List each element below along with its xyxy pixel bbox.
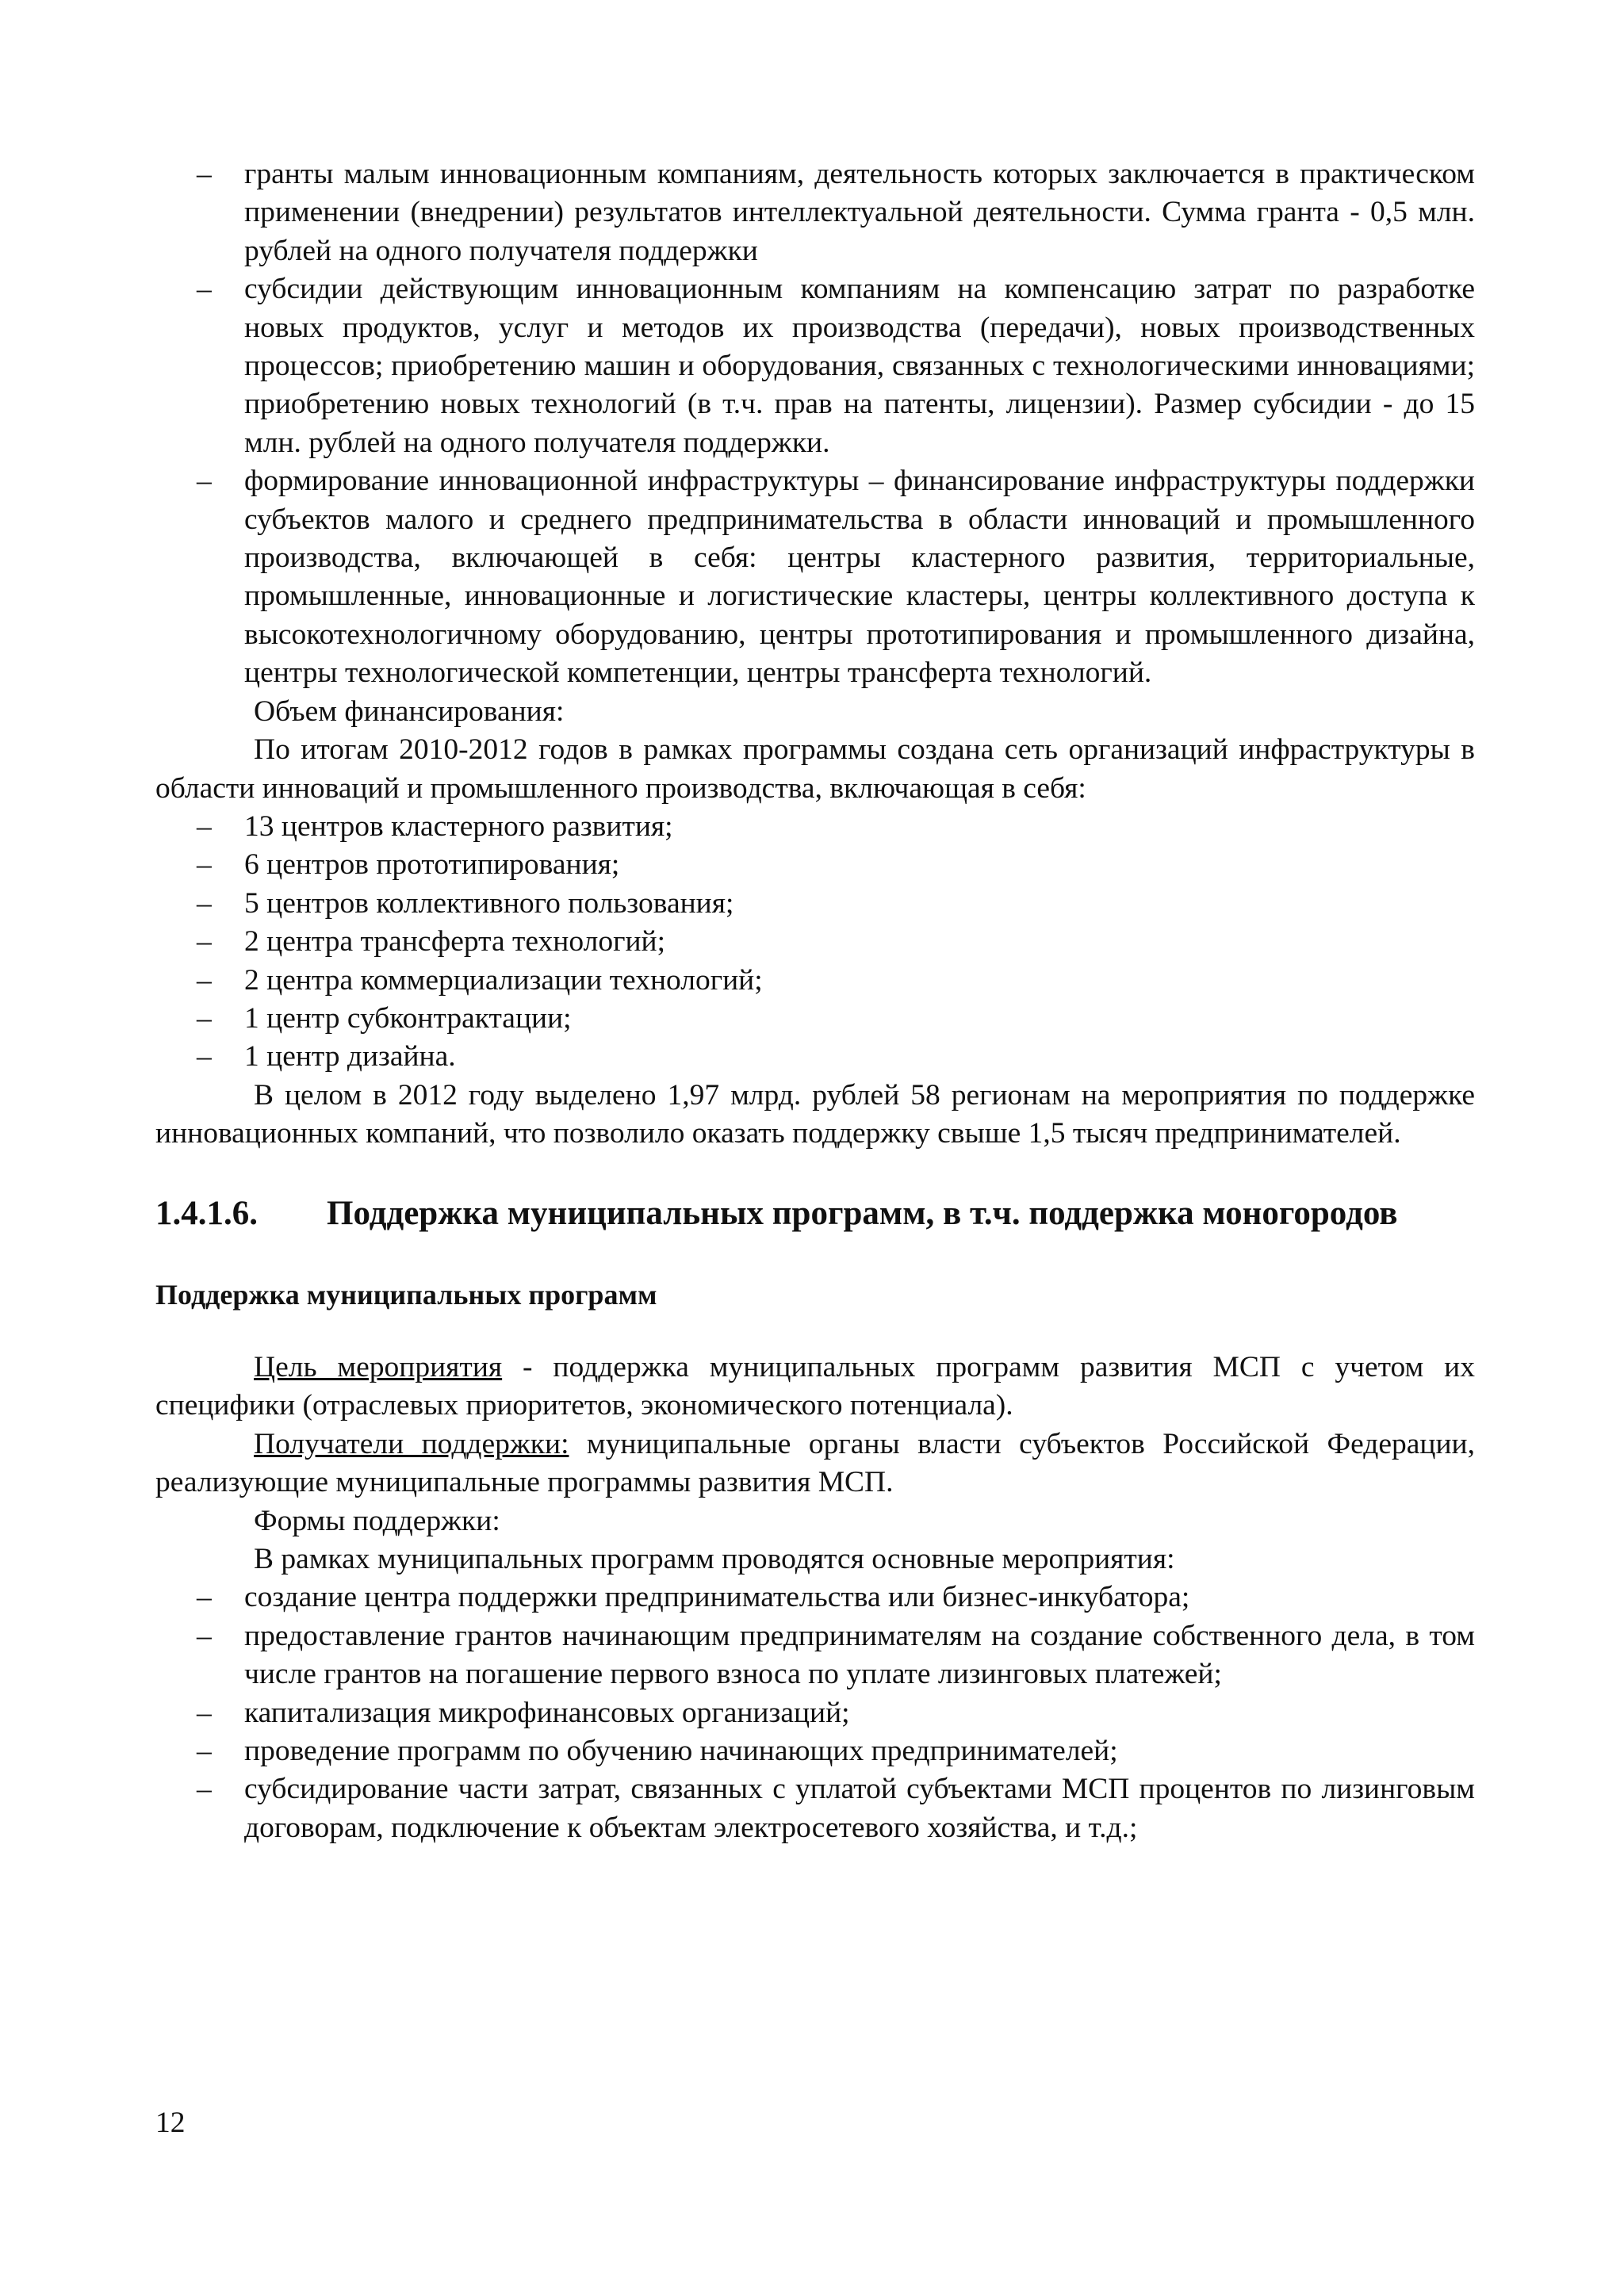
list-item: – капитализация микрофинансовых организаций; bbox=[155, 1694, 1475, 1732]
dash-bullet: – bbox=[197, 465, 212, 498]
list-item: – 5 центров коллективного пользования; bbox=[155, 885, 1475, 923]
dash-bullet: – bbox=[197, 809, 212, 843]
dash-bullet: – bbox=[197, 1040, 212, 1073]
list-item: – формирование инновационной инфраструктуры – финансирование инфраструктуры поддержки субъектов малого и среднего предпринимательства в области инноваций и промышленного производства, включающей в себя: центры кластерного развития, территориальные, промышленные, инновационные и логистические кластеры, центры коллективного доступа к высокотехнологичному оборудованию, центры прототипирования и промышленного дизайна, центры технологической компетенции, центры трансферта технологий. bbox=[155, 462, 1475, 692]
page-content bbox=[155, 155, 1475, 1847]
infrastructure-list bbox=[155, 808, 1475, 1077]
list-item: – субсидирование части затрат, связанных с уплатой субъектами МСП процентов по лизинговым договорам, подключение к объектам электросетевого хозяйства, и т.д.; bbox=[155, 1770, 1475, 1847]
list-item: – создание центра поддержки предпринимательства или бизнес-инкубатора; bbox=[155, 1578, 1475, 1617]
summary-paragraph: В целом в 2012 году выделено 1,97 млрд. рублей 58 регионам на мероприятия по поддержке инновационных компаний, что позволило оказать поддержку свыше 1,5 тысяч предпринимателей. bbox=[155, 1078, 1475, 1150]
list-item: – 6 центров прототипирования; bbox=[155, 846, 1475, 884]
section-number: 1.4.1.6. bbox=[155, 1194, 258, 1232]
list-item: – 1 центр субконтрактации; bbox=[155, 1000, 1475, 1038]
list-item: – гранты малым инновационным компаниям, деятельность которых заключается в практическом применении (внедрении) результатов интеллектуальной деятельности. Сумма гранта - 0,5 млн. рублей на одного получателя поддержки bbox=[155, 155, 1475, 270]
dash-bullet: – bbox=[197, 848, 212, 882]
subheading: Поддержка муниципальных программ bbox=[155, 1278, 657, 1311]
dash-bullet: – bbox=[197, 273, 212, 306]
list-item: – 2 центра трансферта технологий; bbox=[155, 923, 1475, 961]
dash-bullet: – bbox=[197, 1581, 212, 1614]
list-item: – проведение программ по обучению начинающих предпринимателей; bbox=[155, 1732, 1475, 1770]
list-item: – 1 центр дизайна. bbox=[155, 1038, 1475, 1076]
activities-intro: В рамках муниципальных программ проводятся основные мероприятия: bbox=[254, 1543, 1175, 1575]
dash-bullet: – bbox=[197, 1773, 212, 1806]
dash-bullet: – bbox=[197, 925, 212, 959]
list-item: – 2 центра коммерциализации технологий; bbox=[155, 962, 1475, 1000]
dash-bullet: – bbox=[197, 886, 212, 920]
section-heading bbox=[155, 1193, 1475, 1234]
goal-label: Цель мероприятия bbox=[254, 1350, 503, 1383]
dash-bullet: – bbox=[197, 1619, 212, 1652]
funding-label: Объем финансирования: bbox=[254, 695, 565, 728]
activities-list bbox=[155, 1578, 1475, 1847]
recipients-text: муниципальные органы власти субъектов Российской Федерации, реализующие муниципальные программы развития МСП. bbox=[155, 1427, 1475, 1499]
goal-text: - поддержка муниципальных программ развития МСП с учетом их специфики (отраслевых приоритетов, экономического потенциала). bbox=[155, 1350, 1475, 1422]
recipients-paragraph bbox=[155, 1425, 1475, 1502]
dash-bullet: – bbox=[197, 158, 212, 190]
list-item: – предоставление грантов начинающим предпринимателям на создание собственного дела, в том числе грантов на погашение первого взноса по уплате лизинговых платежей; bbox=[155, 1617, 1475, 1694]
dash-bullet: – bbox=[197, 963, 212, 997]
dash-bullet: – bbox=[197, 1001, 212, 1035]
recipients-label: Получатели поддержки: bbox=[254, 1427, 569, 1460]
section-title: Поддержка муниципальных программ, в т.ч. поддержка моногородов bbox=[327, 1194, 1398, 1232]
results-intro: По итогам 2010-2012 годов в рамках программы создана сеть организаций инфраструктуры в области инноваций и промышленного производства, включающая в себя: bbox=[155, 733, 1475, 805]
dash-bullet: – bbox=[197, 1696, 212, 1729]
grants-list bbox=[155, 155, 1475, 693]
list-item: – субсидии действующим инновационным компаниям на компенсацию затрат по разработке новых продуктов, услуг и методов их производства (передачи), новых производственных процессов; приобретению машин и оборудования, связанных с технологическими инновациями; приобретению новых технологий (в т.ч. прав на патенты, лицензии). Размер субсидии - до 15 млн. рублей на одного получателя поддержки. bbox=[155, 270, 1475, 462]
dash-bullet: – bbox=[197, 1735, 212, 1768]
list-item: – 13 центров кластерного развития; bbox=[155, 808, 1475, 846]
goal-paragraph bbox=[155, 1349, 1475, 1425]
forms-label: Формы поддержки: bbox=[254, 1504, 500, 1537]
page-number: 12 bbox=[155, 2107, 186, 2139]
